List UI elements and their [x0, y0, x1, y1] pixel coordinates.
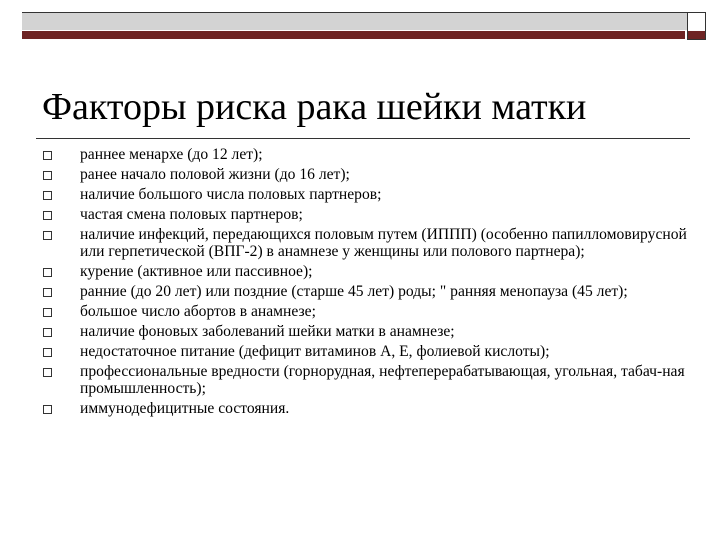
slide-title: Факторы риска рака шейки матки	[42, 86, 587, 128]
hollow-square-bullet-icon	[43, 268, 52, 277]
bullet-text: частая смена половых партнеров;	[80, 206, 303, 223]
hollow-square-bullet-icon	[43, 288, 52, 297]
title-divider	[36, 138, 690, 139]
top-accent-bar	[22, 31, 685, 39]
corner-decoration	[687, 12, 706, 40]
bullet-item	[40, 343, 690, 360]
bullet-item	[40, 186, 690, 203]
bullet-text: курение (активное или пассивное);	[80, 263, 313, 280]
bullet-item	[40, 263, 690, 280]
bullet-text: наличие фоновых заболеваний шейки матки в анамнезе;	[80, 323, 455, 340]
hollow-square-bullet-icon	[43, 328, 52, 337]
bullet-item	[40, 166, 690, 183]
bullet-text: большое число абортов в анамнезе;	[80, 303, 316, 320]
bullet-item	[40, 303, 690, 320]
bullet-item	[40, 206, 690, 223]
bullet-text: раннее менархе (до 12 лет);	[80, 146, 263, 163]
bullet-item	[40, 226, 690, 260]
bullet-text: иммунодефицитные состояния.	[80, 400, 290, 417]
hollow-square-bullet-icon	[43, 211, 52, 220]
hollow-square-bullet-icon	[43, 368, 52, 377]
bullet-list	[40, 146, 690, 420]
bullet-text: ранние (до 20 лет) или поздние (старше 45 лет) роды; " ранняя менопауза (45 лет);	[80, 283, 628, 300]
hollow-square-bullet-icon	[43, 191, 52, 200]
bullet-item	[40, 400, 690, 417]
bullet-text: ранее начало половой жизни (до 16 лет);	[80, 166, 350, 183]
bullet-text: наличие инфекций, передающихся половым путем (ИППП) (особенно папилломовирусной или герпетической (ВПГ-2) в анамнезе у женщины или полового партнера);	[80, 226, 687, 260]
bullet-item	[40, 363, 690, 397]
hollow-square-bullet-icon	[43, 231, 52, 240]
bullet-text: наличие большого числа половых партнеров;	[80, 186, 382, 203]
top-decorative-band	[22, 12, 706, 30]
bullet-text: недостаточное питание (дефицит витаминов А, Е, фолиевой кислоты);	[80, 343, 550, 360]
hollow-square-bullet-icon	[43, 151, 52, 160]
bullet-text: профессиональные вредности (горнорудная, нефтеперерабатывающая, угольная, табач-ная промышленность);	[80, 363, 685, 397]
bullet-item	[40, 283, 690, 300]
hollow-square-bullet-icon	[43, 171, 52, 180]
hollow-square-bullet-icon	[43, 308, 52, 317]
bullet-item	[40, 323, 690, 340]
bullet-item	[40, 146, 690, 163]
hollow-square-bullet-icon	[43, 405, 52, 414]
hollow-square-bullet-icon	[43, 348, 52, 357]
